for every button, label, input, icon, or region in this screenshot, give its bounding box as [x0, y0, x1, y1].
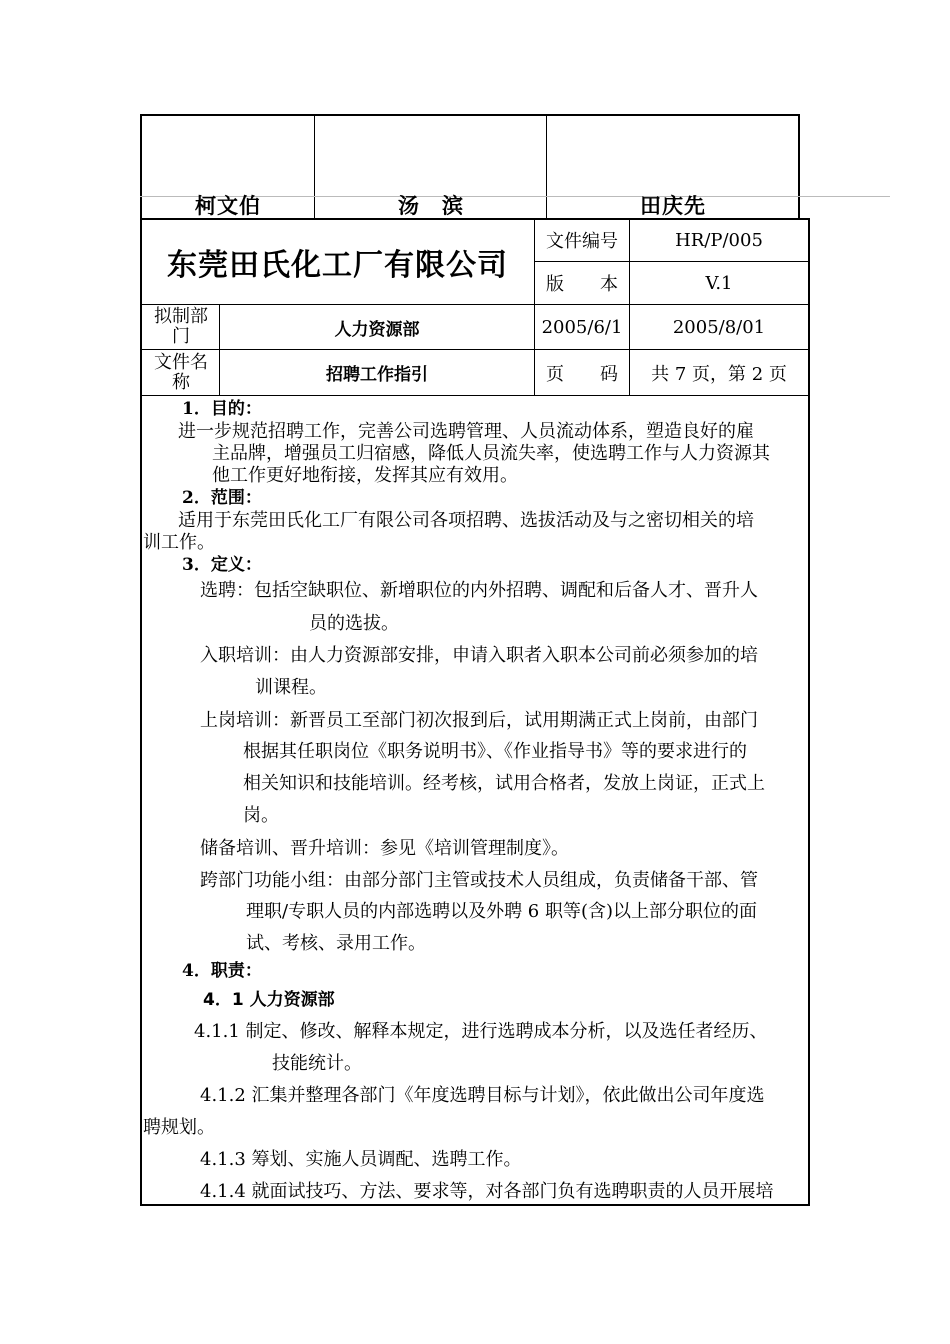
sig-border-right — [798, 114, 800, 220]
def-1-line-1: 选聘：包括空缺职位、新增职位的内外招聘、调配和后备人才、晋升人 — [200, 580, 758, 601]
signature-1: 柯文伯 — [195, 193, 261, 218]
s2-line-2: 训工作。 — [143, 532, 215, 553]
def-1-line-2: 员的选拔。 — [309, 613, 399, 634]
resp-1-line-2: 技能统计。 — [272, 1053, 362, 1074]
s1-line-2: 主品牌，增强员工归宿感，降低人员流失率，使选聘工作与人力资源其 — [212, 443, 770, 464]
doc-number-label: 文件编号 — [546, 231, 618, 252]
s2-line-1: 适用于东莞田氏化工厂有限公司各项招聘、选拔活动及与之密切相关的培 — [178, 510, 754, 531]
issue-date: 2005/6/1 — [541, 316, 623, 338]
dept-label: 拟制部门 — [154, 306, 208, 347]
page-label: 页 码 — [546, 363, 618, 385]
def-2-line-1: 入职培训：由人力资源部安排，申请入职者入职本公司前必须参加的培 — [200, 645, 758, 666]
table-right-border — [808, 218, 810, 1206]
def-2-line-2: 训课程。 — [255, 677, 327, 698]
sig-border-top — [140, 114, 800, 116]
title-label: 文件名称 — [154, 351, 208, 393]
version-label: 版 本 — [546, 274, 618, 295]
signature-2: 汤 滨 — [398, 193, 464, 218]
def-3-line-3: 相关知识和技能培训。经考核，试用合格者，发放上岗证，正式上 — [243, 773, 765, 794]
def-3-line-1: 上岗培训：新晋员工至部门初次报到后，试用期满正式上岗前，由部门 — [200, 710, 758, 731]
title-value: 招聘工作指引 — [326, 365, 428, 385]
resp-2-line-2: 聘规划。 — [143, 1117, 215, 1138]
section-4-1-title: 4．1 人力资源部 — [203, 990, 335, 1010]
s1-line-3: 他工作更好地衔接，发挥其应有效用。 — [212, 465, 518, 486]
def-3-line-4: 岗。 — [243, 805, 279, 826]
def-5-line-2: 理职/专职人员的内部选聘以及外聘 6 职等(含)以上部分职位的面 — [246, 901, 758, 922]
doc-number-value: HR/P/005 — [675, 229, 763, 251]
section-1-title: 1．目的： — [182, 399, 262, 419]
dept-value: 人力资源部 — [334, 319, 420, 340]
def-5-line-3: 试、考核、录用工作。 — [246, 933, 426, 954]
section-4-title: 4．职责： — [182, 961, 262, 981]
def-4-line-1: 储备培训、晋升培训：参见《培训管理制度》。 — [200, 838, 569, 859]
row-line-4 — [140, 395, 809, 396]
page-value: 共 7 页，第 2 页 — [651, 363, 787, 385]
resp-4-line-1: 4.1.4 就面试技巧、方法、要求等，对各部门负有选聘职责的人员开展培 — [200, 1181, 774, 1202]
resp-3-line-1: 4.1.3 筹划、实施人员调配、选聘工作。 — [200, 1149, 522, 1170]
effective-date: 2005/8/01 — [672, 316, 766, 338]
def-5-line-1: 跨部门功能小组：由部分部门主管或技术人员组成，负责储备干部、管 — [200, 870, 758, 891]
version-value: V.1 — [705, 272, 733, 294]
sig-border-left — [140, 114, 142, 220]
def-3-line-2: 根据其任职岗位《职务说明书》、《作业指导书》等的要求进行的 — [243, 741, 747, 762]
resp-1-line-1: 4.1.1 制定、修改、解释本规定，进行选聘成本分析，以及选任者经历、 — [194, 1021, 768, 1042]
sig-divider-1 — [314, 114, 315, 220]
resp-2-line-1: 4.1.2 汇集并整理各部门《年度选聘目标与计划》，依此做出公司年度选 — [200, 1085, 765, 1106]
company-name: 东莞田氏化工厂有限公司 — [167, 247, 508, 283]
section-2-title: 2．范围： — [182, 488, 262, 508]
s1-line-1: 进一步规范招聘工作，完善公司选聘管理、人员流动体系，塑造良好的雇 — [178, 421, 754, 442]
table-bottom-border — [140, 1204, 810, 1206]
signature-3: 田庆先 — [640, 193, 706, 218]
table-left-border — [140, 218, 142, 1206]
sig-divider-2 — [546, 114, 547, 220]
section-3-title: 3．定义： — [182, 555, 262, 575]
